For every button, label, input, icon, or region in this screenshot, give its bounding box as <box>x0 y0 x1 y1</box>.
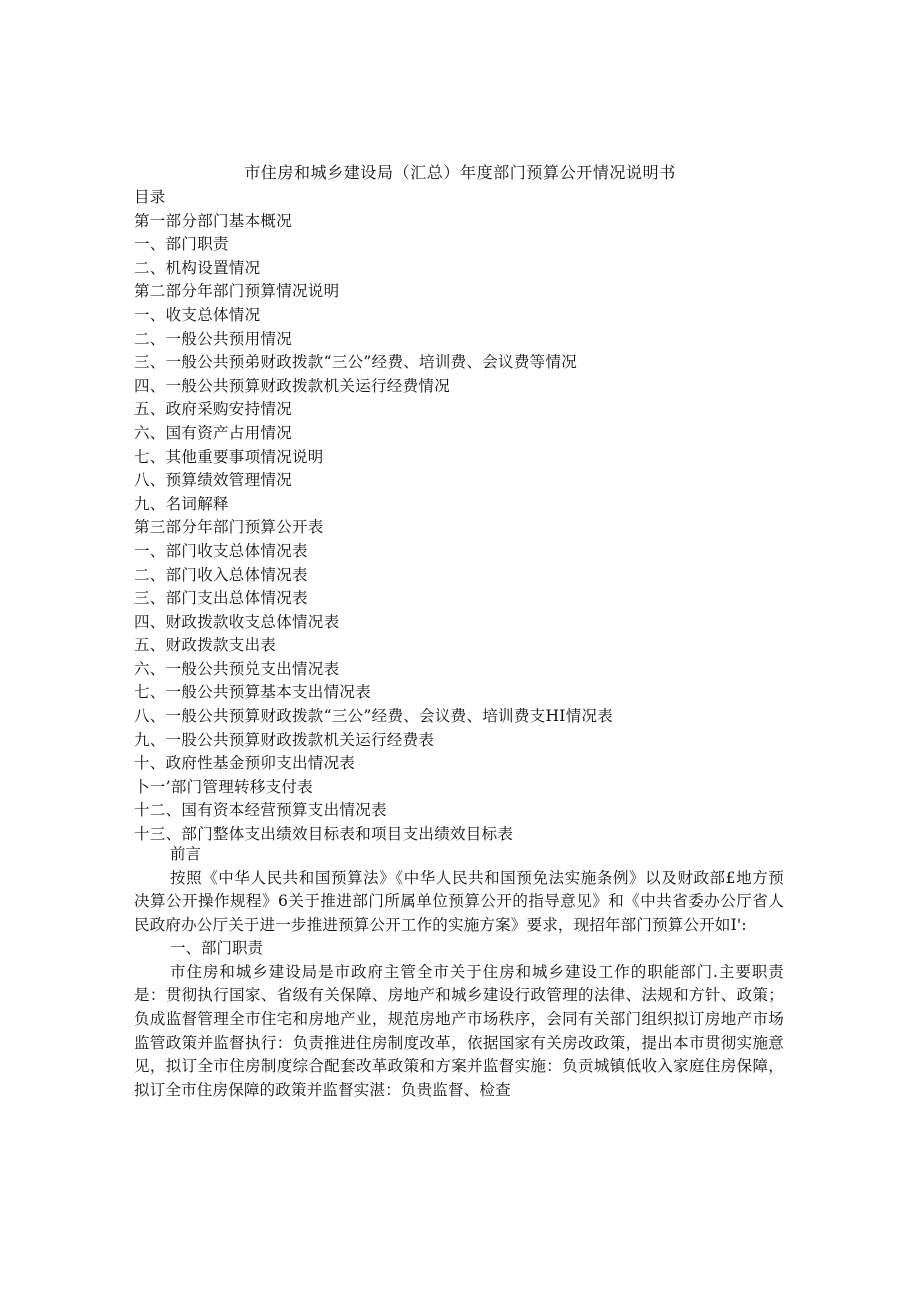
toc-item: 五、财政拨款支出表 <box>134 636 277 655</box>
toc-item: 第三部分年部门预算公开表 <box>134 518 324 537</box>
preface-heading: 前言 <box>170 845 202 863</box>
toc-item: 九、一股公共预算财政拨款机关运行经费表 <box>134 730 435 749</box>
toc-item: 六、国有资产占用情况 <box>134 423 293 442</box>
toc-item: 五、政府采购安持情况 <box>134 400 293 419</box>
section-heading: 一、部门职责 <box>170 939 264 958</box>
toc-item: 二、机构设置情况 <box>134 258 261 277</box>
toc-item: 七、其他重要事项情况说明 <box>134 447 324 466</box>
toc-item: 十、政府性基金预卯支出情况表 <box>134 754 356 773</box>
toc-item: 八、一般公共预算财政拨款“三公”经费、会议费、培训费支HI情况表 <box>134 707 614 726</box>
toc-item: 三、部门支出总体情况表 <box>134 589 308 608</box>
toc-item: 六、一般公共预兑支出情况表 <box>134 659 340 678</box>
toc-item: 四、一般公共预算财政拨款机关运行经费情况 <box>134 376 451 395</box>
toc-item: 卜一’部门管理转移支付表 <box>134 777 314 796</box>
document-body <box>134 843 784 1102</box>
toc-item: 第一部分部门基本概况 <box>134 211 293 230</box>
toc-item: 十三、部门整体支出绩效目标表和项目支出绩效目标表 <box>134 825 514 844</box>
toc-item: 九、名词解释 <box>134 494 229 513</box>
toc-item: 八、预算绩效管理情况 <box>134 471 293 490</box>
document-title: 市住房和城乡建设局（汇总）年度部门预算公开情况说明书 <box>244 163 676 182</box>
toc-item: 十二、国有资本经营预算支出情况表 <box>134 801 387 820</box>
toc-item: 目录 <box>134 188 166 206</box>
toc-item: 七、一般公共预算基本支出情况表 <box>134 683 372 702</box>
toc-item: 二、部门收入总体情况表 <box>134 565 308 584</box>
toc-item: 一、部门职责 <box>134 235 229 254</box>
toc-item: 二、一般公共预用情况 <box>134 329 293 348</box>
toc-item: 三、一般公共预弟财政拨款“三公”经费、培训费、会议费等情况 <box>134 353 578 372</box>
section-paragraph: 市住房和城乡建设局是市政府主管全市关于住房和城乡建设工作的职能部门.主要职责是：贯彻执行国家、省级有关保障、房地产和城乡建设行政管理的法律、法规和方针、政策；负成监督管理全市住宅和房地产业，规范房地产市场秩序，会同有关部门组织拟订房地产市场监管政策并监督执行：负责推进住房制度改革，依据国家有关房改政策，提出本市贯彻实施意见，拟订全市住房制度综合配套改革政策和方案并监督实施：负贡城镇低收入家庭住房保障，拟订全市住房保障的政策并监督实湛：负贵监督、检查 <box>134 962 784 1099</box>
toc-item: 四、财政拨款收支总体情况表 <box>134 612 340 631</box>
toc-item: 一、部门收支总体情况表 <box>134 541 308 560</box>
toc-item: 一、收支总体情况 <box>134 305 261 324</box>
table-of-contents <box>134 186 834 847</box>
toc-item: 第二部分年部门预算情况说明 <box>134 282 340 301</box>
preface-paragraph: 按照《中华人民共和国预算法》《中华人民共和国预免法实施条例》以及财政部£地方预决算公开操作规程》6关于推进部门所属单位预算公开的指导意见》和《中共省委办公厅省人民政府办公厅关于进一步推进预算公开工作的实施方案》要求，现招年部门预算公开如I': <box>134 868 784 934</box>
